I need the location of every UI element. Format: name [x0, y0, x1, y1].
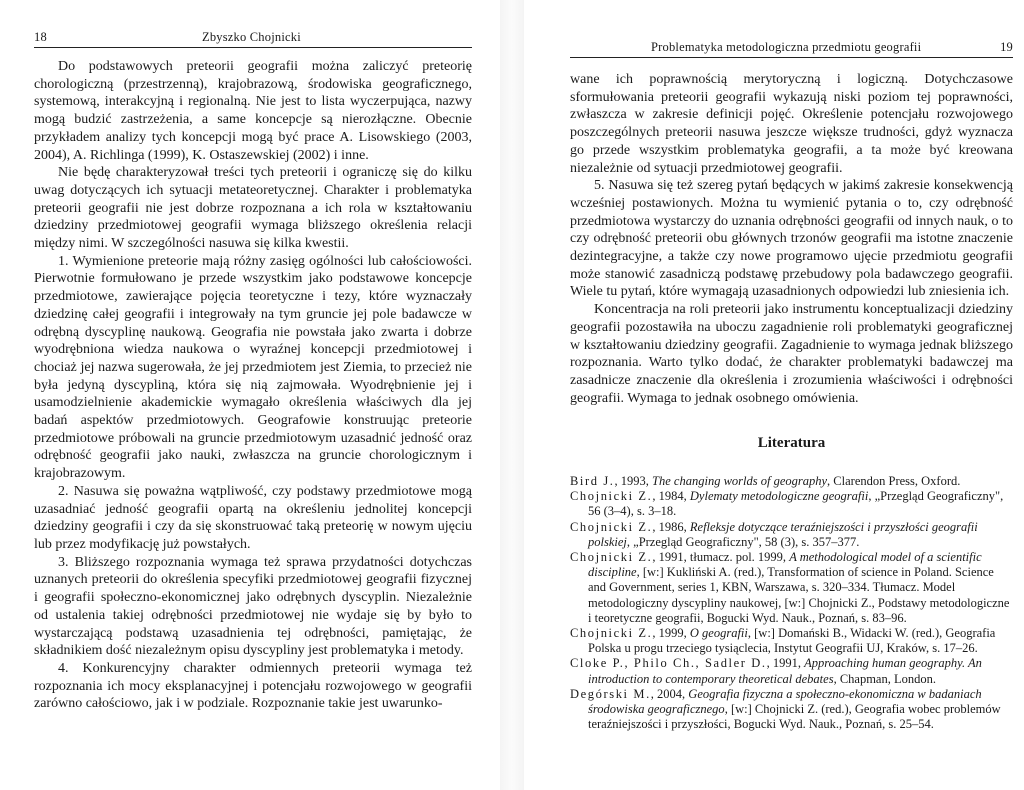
reference-details: , Clarendon Press, Oxford.: [827, 474, 961, 488]
header-rule: [570, 57, 1013, 58]
page-number: 19: [1000, 40, 1013, 54]
paragraph: 2. Nasuwa się poważna wątpliwość, czy podstawy przedmiotowe mogą uzasadniać jedność geografii opartą na określeniu jednolitej koncepcji dziedziny geografii i czy da się skonstruować taką preteorię w nowym ujęciu lub przez modyfikację już powstałych.: [34, 483, 472, 552]
reference-item: [570, 519, 1013, 550]
reference-author: Chojnicki Z.: [570, 519, 653, 534]
reference-item: [570, 656, 1013, 686]
reference-year: , 1999,: [652, 626, 690, 641]
reference-year: , 1984,: [652, 489, 690, 504]
running-head-title: Problematyka metodologiczna przedmiotu geografii: [651, 40, 922, 54]
right-page: [524, 0, 1024, 790]
page-number: 18: [34, 30, 47, 44]
reference-author: Degórski M.: [570, 686, 651, 701]
reference-details: , [w:] Chojnicki Z. (red.), Geografia wobec problemów teraźniejszości i przyszłości, Bogucki Wyd. Nauk., Poznań, s. 25–54.: [588, 702, 1001, 732]
reference-details: , „Przegląd Geograficzny", 56 (3–4), s. 3–18.: [588, 489, 1004, 519]
paragraph: Do podstawowych preteorii geografii można zaliczyć preteorię chorologiczną (przestrzenną), krajobrazową, środowiska geograficznego, systemową, interakcyjną i regionalną. Nie jest to lista wyczerpująca, nazwy mogą budzić zastrzeżenia, a same koncepcje są nierozłączne. Obecnie przykładem analizy tych koncepcji mogą być prace A. Lisowskiego (2003, 2004), A. Richlinga (1999), K. Ostaszewskiej (2002) i inne.: [34, 59, 472, 163]
running-head: [34, 30, 472, 46]
reference-year: , 1991, tłumacz. pol. 1999,: [652, 550, 790, 565]
body-text: [34, 58, 472, 713]
left-page: [0, 0, 500, 790]
reference-title: The changing worlds of geography: [652, 474, 828, 488]
reference-year: , 1986,: [652, 519, 690, 534]
reference-author: Cloke P., Philo Ch., Sadler D.: [570, 656, 767, 671]
reference-author: Chojnicki Z.: [570, 626, 653, 641]
reference-list: [570, 474, 1013, 732]
reference-title: Geografia fizyczna a społeczno-ekonomiczna w badaniach środowiska geograficznego: [588, 686, 982, 717]
book-gutter: [500, 0, 524, 790]
paragraph: 1. Wymienione preteorie mają różny zasięg ogólności lub całościowości. Pierwotnie formułowano je przede wszystkim jako podstawowe koncepcje przedmiotowe, zawierające pojęcia teoretyczne i tezy, które wyznaczały dziedzinę całej geografii i integrowały na tym gruncie jej pole badawcze w odrębną dyscyplinę naukową. Geografia nie powstała jako zwarta i dobrze wyodrębniona wiedza naukowa o wyraźnej koncepcji przedmiotowej i chociaż jej nazwa sugerowała, że jej przedmiotem jest Ziemia, to przecież nie była jedyną dyscypliną, która się nią zajmowała. Wyodrębnienie jej i usamodzielnienie akademickie wymagało określenia właściwych dla jej badań aspektów przedmiotowych. Geografowie konstruując preteorie przedmiotowe próbowali na gruncie przedmiotowym uzasadnić jedność oraz odrębność geografii jako nauki, zwłaszcza na gruncie chorologicznym i krajobrazowym.: [34, 253, 472, 482]
reference-author: Bird J.: [570, 474, 615, 488]
paragraph: 4. Konkurencyjny charakter odmiennych preteorii wymaga też rozpoznania ich mocy eksplanacyjnej i potencjału rozwojowego w geografii zarówno całościowo, jak i w podziale. Rozpoznanie takie jest uwarunko-: [34, 660, 472, 712]
reference-details: , [w:] Kukliński A. (red.), Transformation of science in Poland. Science and Government, series 1, KBN, Warszawa, s. 320–334. Tłumacz. Model metodologiczny dyscypliny naukowej, [w:] Chojnicki Z., Podstawy metodologiczne i teoretyczne geografii, Bogucki Wyd. Nauk., Poznań, s. 83–96.: [588, 565, 1010, 625]
running-head-title: Zbyszko Chojnicki: [202, 30, 301, 44]
reference-title: Refleksje dotyczące teraźniejszości i przyszłości geografii polskiej: [588, 519, 978, 549]
reference-title: A methodological model of a scientific discipline: [588, 550, 982, 580]
body-text: [570, 71, 1013, 407]
references-heading: Literatura: [757, 435, 826, 451]
paragraph: Nie będę charakteryzował treści tych preteorii i ograniczę się do kilku uwag dotyczących ich sytuacji metateoretycznej. Charakter i problematyka preteorii geografii nie jest dobrze rozpoznana a ich rola w kształtowaniu dziedziny przedmiotowej geografii wymaga bliższego określenia relacji między nimi. W szczególności nasuwa się kilka kwestii.: [34, 165, 472, 252]
reference-item: [570, 686, 1013, 733]
reference-item: [570, 626, 1013, 656]
reference-item: [570, 489, 1013, 519]
reference-author: Chojnicki Z.: [570, 489, 653, 504]
reference-item: [570, 474, 1013, 489]
reference-details: , [w:] Domański B., Widacki W. (red.), Geografia Polska u progu trzeciego tysiąclecia, Instytut Geografii UJ, Kraków, s. 17–26.: [588, 626, 996, 656]
reference-details: , Chapman, London.: [833, 671, 936, 686]
reference-year: , 2004,: [650, 686, 689, 701]
reference-author: Chojnicki Z.: [570, 550, 653, 565]
reference-item: [570, 550, 1013, 626]
reference-title: O geografii: [689, 626, 748, 641]
paragraph: Koncentracja na roli preteorii jako instrumentu konceptualizacji dziedziny geografii pozostawiła na uboczu zagadnienie roli problematyki geograficznej w kształtowaniu dziedziny geografii. Zagadnienie to wymaga jednak bliższego rozpoznania. Warto tylko dodać, że charakter problematyki badawczej ma zasadnicze znaczenie dla określenia i zrozumienia właściwości i odrębności geografii. Wymaga to jednak osobnego omówienia.: [570, 302, 1013, 406]
reference-year: , 1991,: [766, 656, 805, 671]
paragraph: 5. Nasuwa się też szereg pytań będących w jakimś zakresie konsekwencją wcześniej postawionych. Można tu wymienić pytania o to, czy odrębność przedmiotowa wystarczy do uznania odrębności geografii od innych nauk, o to czy odrębność preteorii obu głównych trzonów geografii ma istotne znaczenie dezintegracyjne, a także czy nowe programowo ujęcie przedmiotu geografii może stanowić zasadniczą podstawę przebudowy pola badawczego geografii. Wiele tu pytań, które wymagają uzasadnionych odpowiedzi lub zniesienia ich.: [570, 178, 1013, 300]
reference-year: , 1993,: [614, 474, 653, 488]
header-rule: [34, 47, 472, 48]
paragraph: wane ich poprawnością merytoryczną i logiczną. Dotychczasowe sformułowania preteorii geografii wykazują niski poziom tej poprawności, zwłaszcza w zakresie definicji pojęć. Określenie potencjału rozwojowego poszczególnych preteorii nasuwa jeszcze większe trudności, gdyż wyznacza go przede wszystkim problematyka geografii, a ta może być kreowana niezależnie od sytuacji przedmiotowej geografii.: [570, 72, 1013, 176]
paragraph: 3. Bliższego rozpoznania wymaga też sprawa przydatności dotychczas uznanych preteorii do określenia specyfiki przedmiotowej geografii fizycznej i geografii społeczno-ekonomicznej jako odrębnych dyscyplin. Niezależnie od ustalenia takiej odrębności przedmiotowej nie wydaje się by było to wystarczającą podstawą uzasadnienia tej odrębności, pamiętając, że składnikiem dość niezależnym opisu dyscypliny jest problematyka i metody.: [34, 554, 472, 659]
reference-title: Approaching human geography. An introduction to contemporary theoretical debates: [588, 656, 982, 686]
running-head: [570, 40, 1013, 56]
reference-details: , „Przegląd Geograficzny", 58 (3), s. 357–377.: [626, 534, 860, 549]
reference-title: Dylematy metodologiczne geografii: [689, 489, 869, 504]
